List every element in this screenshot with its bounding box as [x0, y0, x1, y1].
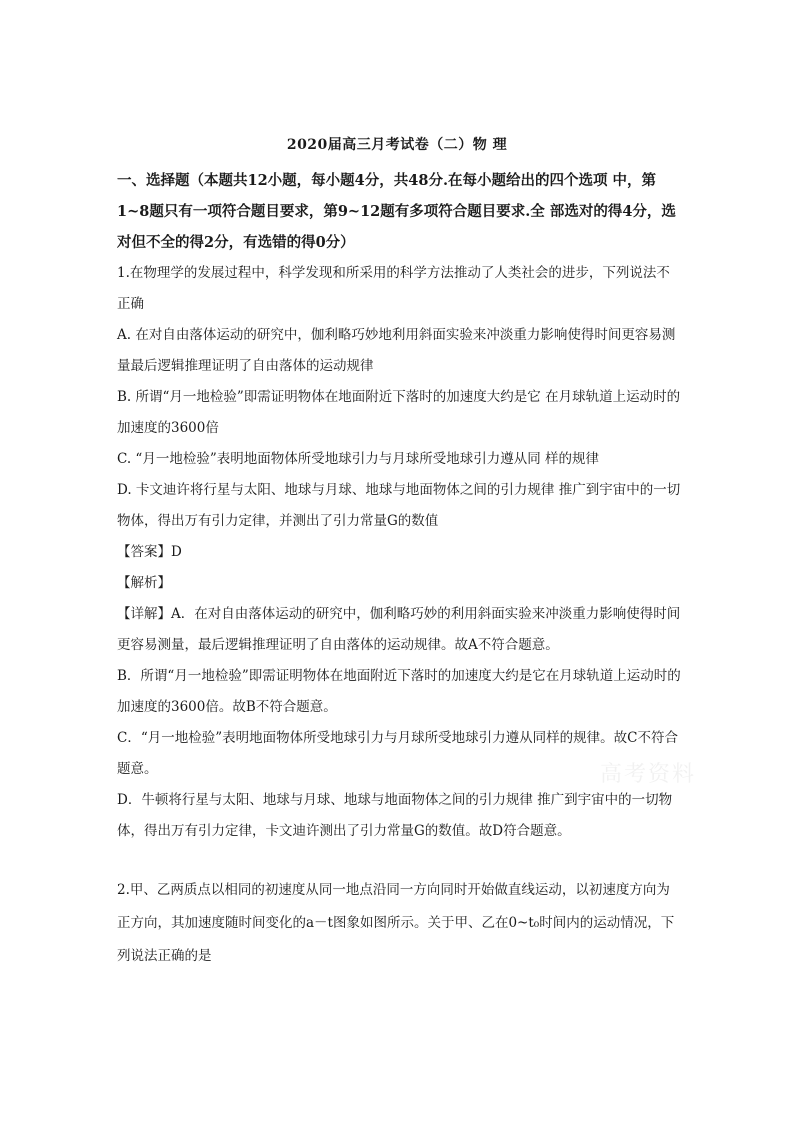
watermark: 高考资料: [600, 762, 697, 787]
question-1-stem: 1.在物理学的发展过程中，科学发现和所采用的科学方法推动了人类社会的进步，下列说法不正确: [117, 265, 670, 312]
analysis-label: 【解析】: [117, 575, 171, 591]
option-c: C. “月一地检验”表明地面物体所受地球引力与月球所受地球引力遵从同 样的规律: [117, 451, 600, 467]
analysis-b: B．所谓“月一地检验”即需证明物体在地面附近下落时的加速度大约是它在月球轨道上运动时的加速度的3600倍。故B不符合题意。: [117, 668, 681, 715]
answer-line: 【答案】D: [117, 544, 182, 560]
question-2-stem: 2.甲、乙两质点以相同的初速度从同一地点沿同一方向同时开始做直线运动，以初速度方向为正方向，其加速度随时间变化的a－t图象如图所示。关于甲、乙在0~t₀时间内的运动情况，下列说法正确的是: [117, 882, 675, 964]
section-heading: 一、选择题（本题共12小题，每小题4分，共48分.在每小题给出的四个选项 中，第1~8题只有一项符合题目要求，第9~12题有多项符合题目要求.全 部选对的得4分，选对但不全的得2分，有选错的得0分）: [117, 172, 676, 251]
option-b: B. 所谓“月一地检验”即需证明物体在地面附近下落时的加速度大约是它 在月球轨道上运动时的加速度的3600倍: [117, 389, 681, 436]
analysis-a: 【详解】A．在对自由落体运动的研究中，伽利略巧妙的利用斜面实验来冲淡重力影响使得时间更容易测量，最后逻辑推理证明了自由落体的运动规律。故A不符合题意。: [117, 606, 681, 653]
option-d: D. 卡文迪许将行星与太阳、地球与月球、地球与地面物体之间的引力规律 推广到宇宙中的一切物体，得出万有引力定律，并测出了引力常量G的数值: [117, 482, 681, 529]
question-2: [117, 874, 683, 973]
analysis-d: D．牛顿将行星与太阳、地球与月球、地球与地面物体之间的引力规律 推广到宇宙中的一切物体，得出万有引力定律，卡文迪许测出了引力常量G的数值。故D符合题意。: [117, 792, 673, 839]
analysis-c: C．“月一地检验”表明地面物体所受地球引力与月球所受地球引力遵从同样的规律。故C不符合题意。: [117, 730, 678, 777]
question-1: [117, 258, 683, 847]
page-title: 2020届高三月考试卷（二）物 理: [286, 137, 508, 153]
option-a: A. 在对自由落体运动的研究中，伽利略巧妙地利用斜面实验来冲淡重力影响使得时间更容易测量最后逻辑推理证明了自由落体的运动规律: [117, 327, 676, 374]
